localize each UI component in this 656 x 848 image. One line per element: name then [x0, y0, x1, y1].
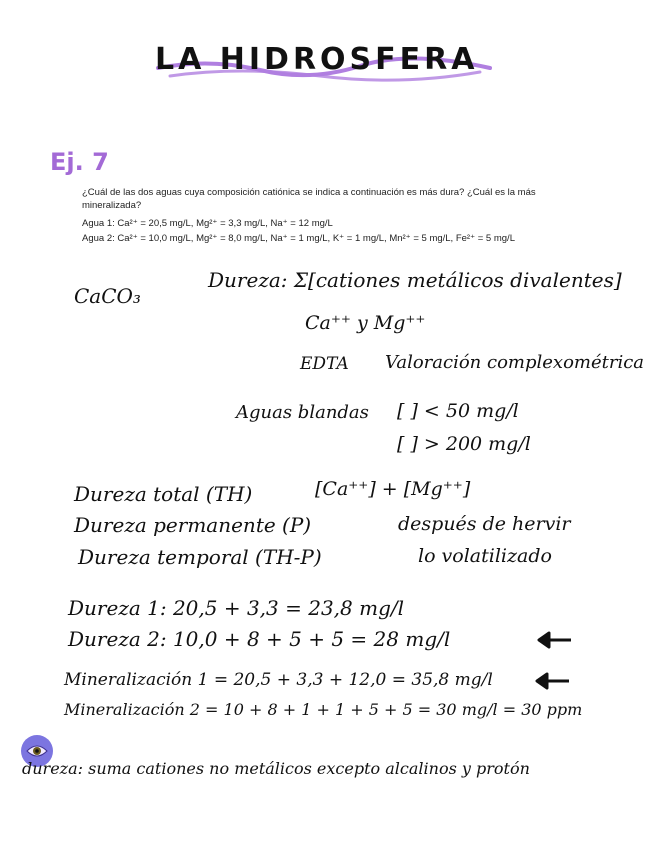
arrow-mineralizacion-1: [533, 671, 573, 691]
exercise-label: Ej. 7: [50, 148, 109, 176]
note-duras-value: [ ] > 200 mg/l: [397, 433, 531, 455]
problem-question-line1: ¿Cuál de las dos aguas cuya composición catiónica se indica a continuación es más dura? ¿Cuál es la más: [82, 187, 536, 198]
note-dureza-permanente: Dureza permanente (P): [74, 513, 312, 537]
problem-agua2: Agua 2: Ca²⁺ = 10,0 mg/L, Mg²⁺ = 8,0 mg/L, Na⁺ = 1 mg/L, K⁺ = 1 mg/L, Mn²⁺ = 5 mg/L, Fe²⁺ = 5 mg/L: [82, 233, 515, 244]
note-aguas-blandas: Aguas blandas: [236, 402, 369, 423]
page-title: LA HIDROSFERA: [155, 42, 479, 77]
note-dureza-total-formula: [Ca⁺⁺] + [Mg⁺⁺]: [315, 478, 471, 500]
note-dureza-temporal: Dureza temporal (TH-P): [78, 545, 322, 569]
note-valoracion: Valoración complexométrica: [385, 352, 645, 373]
note-edta: EDTA: [300, 354, 349, 374]
note-cations: Ca⁺⁺ y Mg⁺⁺: [305, 312, 426, 334]
note-dureza-definition: Dureza: Σ[cationes metálicos divalentes]: [208, 268, 622, 292]
note-dureza-1: Dureza 1: 20,5 + 3,3 = 23,8 mg/l: [68, 596, 405, 620]
note-mineralizacion-2: Mineralización 2 = 10 + 8 + 1 + 1 + 5 + 5 = 30 mg/l = 30 ppm: [64, 700, 583, 719]
note-dureza-suma: dureza: suma cationes no metálicos excepto alcalinos y protón: [22, 759, 530, 778]
note-blandas-value: [ ] < 50 mg/l: [397, 400, 519, 422]
note-lo-volatilizado: lo volatilizado: [418, 545, 552, 567]
note-dureza-2: Dureza 2: 10,0 + 8 + 5 + 5 = 28 mg/l: [68, 627, 451, 651]
problem-agua1: Agua 1: Ca²⁺ = 20,5 mg/L, Mg²⁺ = 3,3 mg/L, Na⁺ = 12 mg/L: [82, 218, 333, 229]
note-despues-hervir: después de hervir: [398, 513, 571, 535]
problem-question-line2: mineralizada?: [82, 200, 142, 211]
eye-icon: [26, 744, 48, 758]
note-dureza-total: Dureza total (TH): [74, 482, 253, 506]
note-caco3: CaCO₃: [74, 284, 141, 308]
note-mineralizacion-1: Mineralización 1 = 20,5 + 3,3 + 12,0 = 35,8 mg/l: [64, 670, 493, 690]
arrow-dureza-2: [535, 630, 575, 650]
